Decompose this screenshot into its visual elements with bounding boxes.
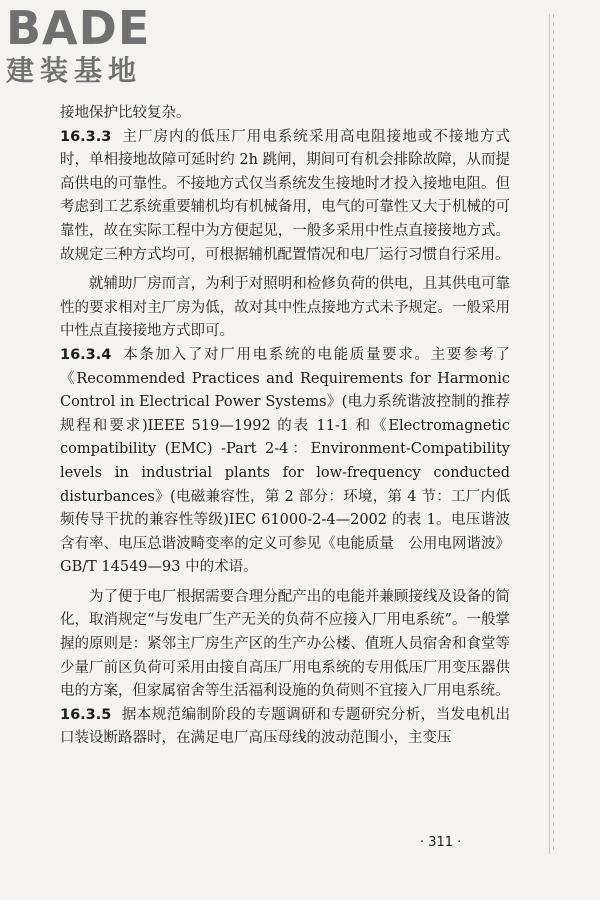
page-number: · 311 · xyxy=(420,835,462,850)
clause-number: 16.3.3 xyxy=(60,128,112,145)
logo-brand: BADE xyxy=(6,1,151,55)
paragraph-auxiliary-building xyxy=(60,273,510,344)
paragraph-continuation xyxy=(60,102,510,126)
clause-16-3-3 xyxy=(60,126,510,268)
clause-text: 主厂房内的低压厂用电系统采用高电阻接地或不接地方式时，单相接地故障可延时约 2h 跳闸，期间可有机会排除故障，从而提高供电的可靠性。不接地方式仅当系统发生接地时才投入接地电阻。但考虑到工艺系统重要辅机均有机械备用，电气的可靠性又大于机械的可靠性，故在实际工程中为方便起见，一般多采用中性点直接接地方式。故规定三种方式均可，可根据辅机配置情况和电厂运行习惯自行采用。 xyxy=(60,128,510,263)
right-margin-dashed-line xyxy=(553,14,554,854)
clause-text: 据本规范编制阶段的专题调研和专题研究分析，当发电机出口装设断路器时，在满足电厂高压母线的波动范围小，主变压 xyxy=(60,706,510,747)
bade-logo xyxy=(6,1,176,88)
clause-16-3-5 xyxy=(60,704,510,751)
right-margin-line xyxy=(549,14,550,854)
paragraph-text: 就辅助厂房而言，为利于对照明和检修负荷的供电，且其供电可靠性的要求相对主厂房为低，故对其中性点接地方式未予规定。一般采用中性点直接接地方式即可。 xyxy=(60,276,510,340)
clause-text: 本条加入了对厂用电系统的电能质量要求。主要参考了《Recommended Practices and Requirements for Harmonic Control in Electrical Power Systems》(电力系统谐波控制的推荐规程和要求)IEEE 519—1992 的表 11-1 和《Electromagnetic compatibility (EMC) -Part 2-4：Environment-Compatibility levels in industrial plants for low-frequency conducted disturbances》(电磁兼容性，第 2 部分：环境，第 4 节：工厂内低频传导干扰的兼容性等级)IEC 61000-2-4—2002 的表 1。电压谐波含有率、电压总谐波畸变率的定义可参见《电能质量 公用电网谐波》GB/T 14549—93 中的术语。 xyxy=(60,346,510,576)
clause-number: 16.3.5 xyxy=(60,706,112,723)
paragraph-text: 为了便于电厂根据需要合理分配产出的电能并兼顾接线及设备的简化，取消规定“与发电厂生产无关的负荷不应接入厂用电系统”。一般掌握的原则是：紧邻主厂房生产区的生产办公楼、值班人员宿舍和食堂等少量厂前区负荷可采用由接自高压厂用电系统的专用低压厂用变压器供电的方案，但家属宿舍等生活福利设施的负荷则不宜接入厂用电系统。 xyxy=(60,588,510,700)
page-body xyxy=(60,102,510,751)
paragraph-text: 接地保护比较复杂。 xyxy=(60,105,191,121)
clause-number: 16.3.4 xyxy=(60,346,112,363)
clause-16-3-4 xyxy=(60,344,510,580)
paragraph-power-allocation xyxy=(60,586,510,704)
logo-subtitle: 建装基地 xyxy=(6,54,143,87)
